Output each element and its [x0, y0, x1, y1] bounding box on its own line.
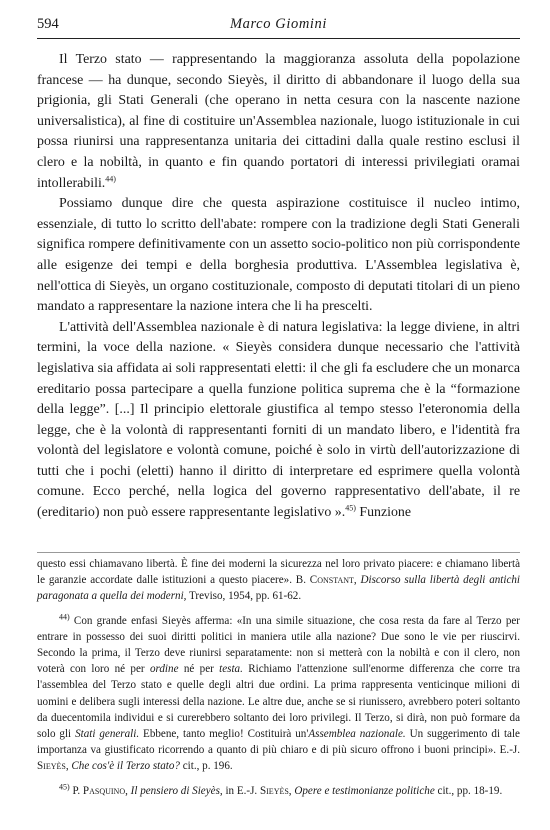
footnote-45-citation: cit., pp. 18-19.: [434, 784, 503, 797]
footnote-45-author-2: Sieyès,: [259, 784, 292, 797]
footnote-44-number: 44): [59, 611, 70, 621]
paragraph-3: [37, 318, 520, 524]
footnote-45: [37, 783, 520, 799]
footnote-44-title: Che cos'è il Terzo stato?: [71, 760, 180, 773]
footnote-separator: [37, 552, 520, 553]
paragraph-3-text: L'attività dell'Assemblea nazionale è di natura legislativa: la legge diviene, in altri termini, la voce della nazione. « Sieyès considera dunque necessario che l'attività legislativa sia affidata ai soli rappresentati eletti: il che gli fa escludere che un monarca ereditario possa partecipare a quella funzione politica suprema che è la “formazione della legge”. [...] Il principio elettorale giustifica al tempo stesso l'eteronomia della legge, che è la volontà di rappresentanti forniti di un mandato libero, e l'identità fra volontà del legislatore e volontà comune, poiché è solo in virtù dell'autorizzazione di tutti che i pochi (eletti) hanno il diritto di interpretare ed esprimere quella volontà comune. Ecco perché, nella logica del governo rappresentativo dell'abate, il re (ereditario) non può essere rappresentante legislativo ».: [37, 319, 520, 521]
footnote-44-text-e: Un suggerimento di tale importanza va giustificato ricorrendo a quanto di più chiaro e di più sicuro offrono i buoni principi». E.-J.: [37, 728, 520, 757]
page-number: 594: [37, 16, 59, 32]
header-rule: [37, 38, 520, 39]
running-title: Marco Giomini: [229, 16, 328, 32]
footnote-44-author: Sieyès,: [37, 760, 69, 773]
footnote-44-ordine: ordine: [149, 663, 179, 676]
footnote-45-title: Il pensiero di Sieyès,: [130, 784, 223, 797]
footnote-44-assemblea: Assemblea nazionale.: [308, 728, 406, 741]
paragraph-1-text: Il Terzo stato — rappresentando la maggioranza assoluta della popolazione francese — ha dunque, secondo Sieyès, il diritto di abbandonare il luogo della sua prigionia, gli Stati Generali (che operano in netta cesura con la nascente nazione universalistica), al fine di costituire un'Assemblea nazionale, luogo istituzionale in cui possa riunirsi una rappresentanza unitaria dei cittadini dalla quale restino esclusi il clero e la nobiltà, in quanto e fin quando portatori di interessi privilegiati oramai intollerabili.: [37, 52, 520, 191]
paragraph-3-tail: Funzione: [359, 505, 412, 521]
footnote-continued-author: Constant,: [309, 574, 357, 587]
main-text: [37, 50, 520, 524]
footnote-44-text-a: Con grande enfasi Sieyès afferma: «In una simile situazione, che cosa resta da fare al Terzo per entrare in possesso dei suoi diritti politici in maniera utile alla nazione? Due sono le vie per riuscirvi. Secondo la prima, il Terzo deve riunirsi separatamente: non si metterà con la nobiltà e con il clero, non voterà con loro né per: [37, 614, 520, 676]
footnote-44-citation: cit., p. 196.: [179, 760, 233, 773]
footnote-45-author: P. Pasquino,: [69, 784, 128, 797]
footnote-ref-45[interactable]: 45): [345, 503, 356, 513]
footnote-ref-44[interactable]: 44): [105, 173, 116, 183]
footnote-45-number: 45): [59, 781, 70, 791]
footnote-45-title-2: Opere e testimonianze politiche: [294, 784, 435, 797]
footnote-44-stati-generali: Stati generali.: [75, 728, 140, 741]
footnote-44-testa: testa.: [219, 663, 243, 676]
footnote-45-in: in E.-J.: [222, 784, 260, 797]
page-header: [37, 16, 520, 38]
footnote-44-text-c: Richiamo l'attenzione sull'enorme differenza che corre tra l'assemblea del Terzo stato e quelle degli altri due ordini. La prima rappresenta venticinque milioni di uomini e delibera sugli interessi della nazione. Le altre due, anche se si riunissero, avrebbero poteri soltanto da duecentomila individui e si curerebbero soltanto dei loro privilegi. Il Terzo, si dirà, non può formare da solo gli: [37, 663, 520, 741]
paragraph-2-text: Possiamo dunque dire che questa aspirazione costituisce il nucleo intimo, essenziale, di tutto lo scritto dell'abate: rompere con la tradizione degli Stati Generali significa rompere definitivamente con un assetto socio-politico non più corrispondente alle esigenze dei tempi e della borghesia produttiva. L'Assemblea legislativa è, nell'ottica di Sieyès, un organo costituzionale, composto di deputati titolari di un pieno mandato a rappresentare la nazione intera che li ha prescelti.: [37, 196, 520, 315]
footnotes: [37, 556, 520, 807]
footnote-44-text-d: Ebbene, tanto meglio! Costituirà un': [139, 728, 309, 741]
footnote-continued-title: Discorso sulla libertà degli antichi paragonata a quella dei moderni,: [37, 574, 520, 603]
footnote-continued: [37, 556, 520, 605]
footnote-44: [37, 613, 520, 775]
paragraph-1: [37, 50, 520, 194]
footnote-continued-citation: Treviso, 1954, pp. 61-62.: [186, 590, 302, 603]
footnote-continued-text: questo essi chiamavano libertà. È fine dei moderni la sicurezza nel loro privato piacere: e chiamano libertà le garanzie accordate dalle istituzioni a questo piacere». B.: [37, 558, 520, 587]
paragraph-2: [37, 194, 520, 318]
footnote-44-text-b: né per: [178, 663, 220, 676]
